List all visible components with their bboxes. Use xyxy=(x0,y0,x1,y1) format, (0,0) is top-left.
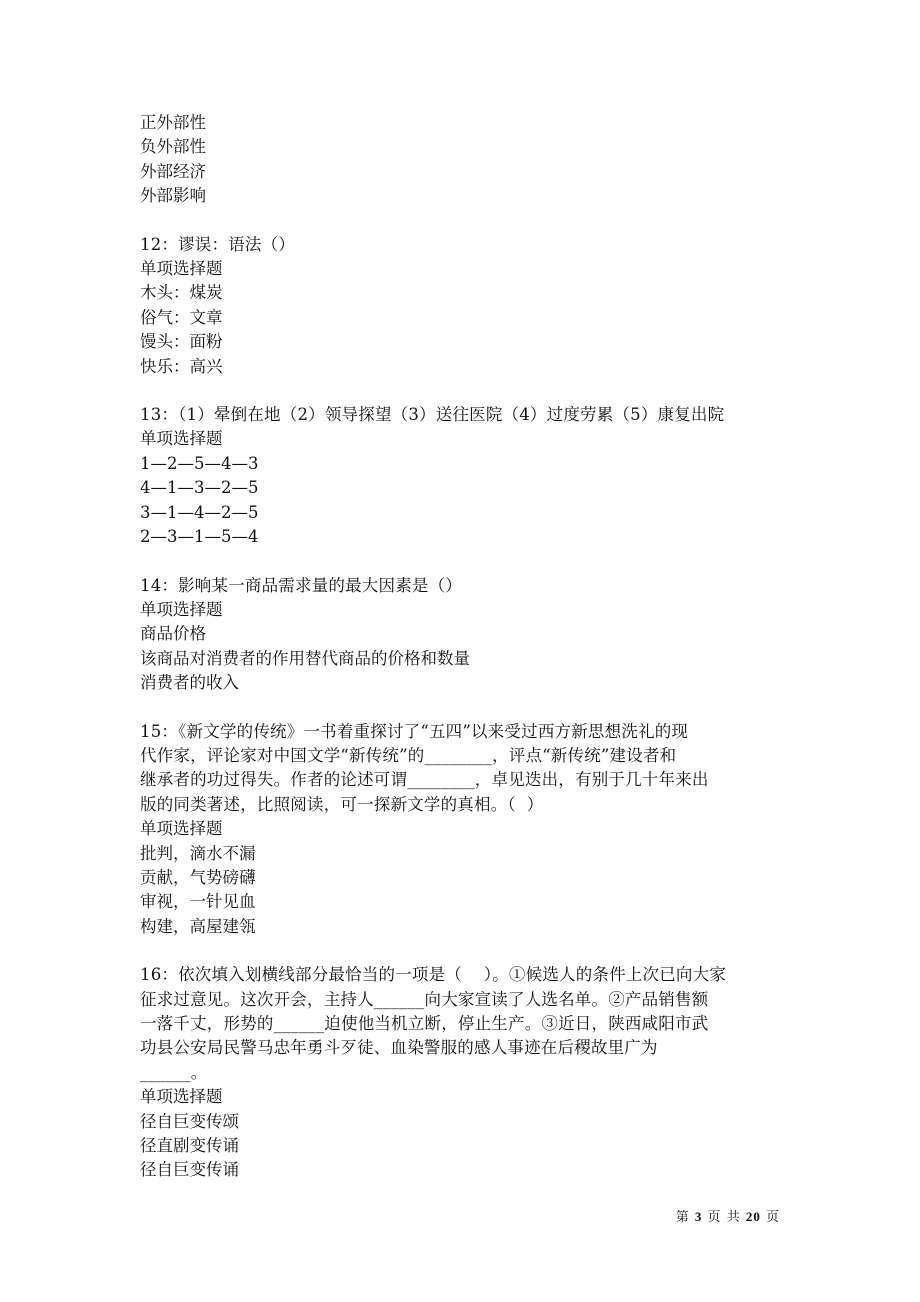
question-type: 单项选择题 xyxy=(140,259,223,279)
option-text: 审视，一针见血 xyxy=(140,892,256,912)
question-16 xyxy=(140,963,790,1183)
option-text: 外部经济 xyxy=(140,161,206,181)
footer-middle: 页 共 xyxy=(707,1210,741,1225)
option-text: 1—2—5—4—3 xyxy=(140,453,259,473)
current-page-number: 3 xyxy=(694,1209,703,1224)
option-text: 外部影响 xyxy=(140,186,206,206)
option-text: 径自巨变传诵 xyxy=(140,1160,239,1180)
question-stem: 13：（1）晕倒在地（2）领导探望（3）送往医院（4）过度劳累（5）康复出院 xyxy=(140,405,725,425)
option-text: 4—1—3—2—5 xyxy=(140,478,259,498)
option-text: 批判，滴水不漏 xyxy=(140,843,256,863)
option-text: 快乐：高兴 xyxy=(140,356,223,376)
question-15 xyxy=(140,720,790,940)
footer-suffix: 页 xyxy=(765,1210,780,1225)
option-text: 3—1—4—2—5 xyxy=(140,502,259,522)
question-stem-line: 代作家，评论家对中国文学“新传统”的________，评点“新传统”建设者和 xyxy=(140,745,677,765)
question-stem-line: 一落千丈，形势的______迫使他当机立断，停止生产。③近日，陕西咸阳市武 xyxy=(140,1014,709,1033)
question-13 xyxy=(140,403,790,549)
option-text: 贡献，气势磅礴 xyxy=(140,867,256,887)
document-page xyxy=(140,111,790,1207)
question-stem-line: 功县公安局民警马忠年勇斗歹徒、血染警服的感人事迹在后稷故里广为 xyxy=(140,1038,658,1058)
total-page-count: 20 xyxy=(745,1209,761,1224)
option-text: 径直剧变传诵 xyxy=(140,1136,239,1156)
question-type: 单项选择题 xyxy=(140,1087,223,1107)
option-text: 构建，高屋建瓴 xyxy=(140,916,256,936)
question-stem-line: ______。 xyxy=(140,1062,208,1082)
option-text: 径自巨变传颂 xyxy=(140,1111,239,1131)
option-text: 商品价格 xyxy=(140,624,206,644)
option-text: 该商品对消费者的作用替代商品的价格和数量 xyxy=(140,648,470,668)
question-stem-line: 继承者的功过得失。作者的论述可谓________，卓见迭出，有别于几十年来出 xyxy=(140,770,709,790)
previous-question-options xyxy=(140,111,790,209)
option-text: 消费者的收入 xyxy=(140,673,239,693)
option-text: 正外部性 xyxy=(140,113,206,132)
question-stem-line: 15：《新文学的传统》一书着重探讨了“五四”以来受过西方新思想洗礼的现 xyxy=(140,721,689,741)
option-text: 负外部性 xyxy=(140,137,206,157)
question-type: 单项选择题 xyxy=(140,819,223,839)
option-text: 木头：煤炭 xyxy=(140,283,223,303)
question-14 xyxy=(140,574,790,696)
question-stem: 14：影响某一商品需求量的最大因素是（） xyxy=(140,575,462,595)
option-text: 馒头：面粉 xyxy=(140,332,223,352)
question-type: 单项选择题 xyxy=(140,599,223,619)
option-text: 俗气：文章 xyxy=(140,307,223,327)
footer-prefix: 第 xyxy=(675,1210,690,1225)
question-stem-line: 征求过意见。这次开会，主持人______向大家宣读了人选名单。②产品销售额 xyxy=(140,989,709,1009)
question-type: 单项选择题 xyxy=(140,429,223,449)
option-text: 2—3—1—5—4 xyxy=(140,527,259,547)
question-12 xyxy=(140,233,790,379)
page-number-footer xyxy=(676,1208,780,1227)
question-stem-line: 16：依次填入划横线部分最恰当的一项是（ ）。①候选人的条件上次已向大家 xyxy=(140,965,727,985)
question-stem-line: 版的同类著述，比照阅读，可一探新文学的真相。（ ） xyxy=(140,794,544,814)
question-stem: 12：谬误：语法（） xyxy=(140,234,295,254)
